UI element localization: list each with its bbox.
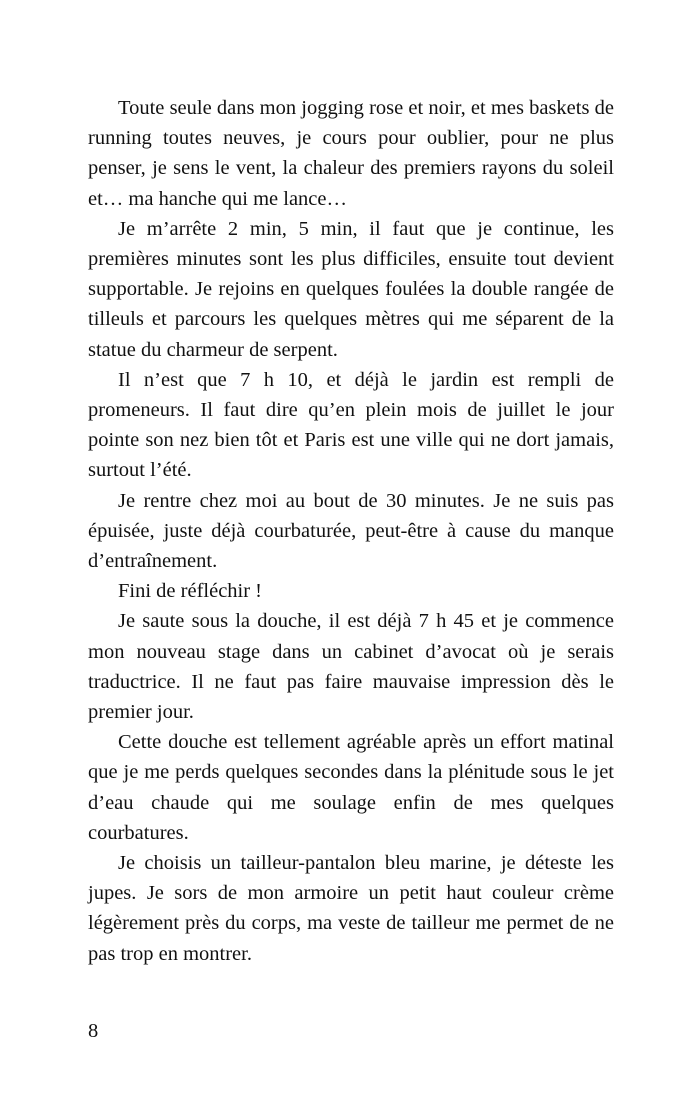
- body-text: [88, 93, 614, 969]
- paragraph-7: Cette douche est tellement agréable après un effort matinal que je me perds quelques secondes dans la plénitude sous le jet d’eau chaude qui me soulage enfin de mes quelques courbatures.: [88, 731, 614, 844]
- page-number: 8: [88, 1020, 99, 1042]
- paragraph-1: Toute seule dans mon jogging rose et noir, et mes baskets de running toutes neuves, je cours pour oublier, pour ne plus penser, je sens le vent, la chaleur des premiers rayons du soleil et… ma hanche qui me lance…: [88, 97, 614, 210]
- paragraph-6: Je saute sous la douche, il est déjà 7 h 45 et je commence mon nouveau stage dans un cabinet d’avocat où je serais traductrice. Il ne faut pas faire mauvaise impression dès le premier jour.: [88, 610, 614, 724]
- paragraph-8: Je choisis un tailleur-pantalon bleu marine, je déteste les jupes. Je sors de mon armoire un petit haut couleur crème légèrement près du corps, ma veste de tailleur me permet de ne pas trop en montrer.: [88, 852, 614, 965]
- paragraph-2: Je m’arrête 2 min, 5 min, il faut que je continue, les premières minutes sont les plus difficiles, ensuite tout devient supportable. Je rejoins en quelques foulées la double rangée de tilleuls et parcours les quelques mètres qui me séparent de la statue du charmeur de serpent.: [88, 217, 614, 361]
- paragraph-4: Je rentre chez moi au bout de 30 minutes. Je ne suis pas épuisée, juste déjà courbaturée, peut-être à cause du manque d’entraînement.: [88, 489, 614, 573]
- paragraph-5: Fini de réfléchir !: [118, 580, 263, 603]
- paragraph-3: Il n’est que 7 h 10, et déjà le jardin est rempli de promeneurs. Il faut dire qu’en plein mois de juillet le jour pointe son nez bien tôt et Paris est une ville qui ne dort jamais, surtout l’été.: [88, 368, 614, 482]
